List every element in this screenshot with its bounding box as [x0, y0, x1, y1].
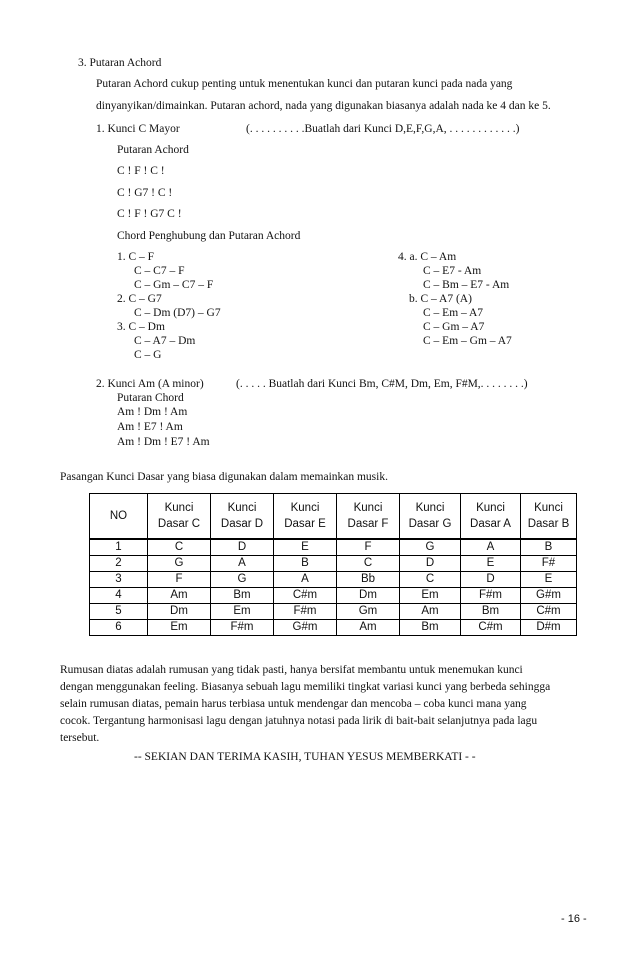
chord-line-left: 1. C – F	[117, 251, 155, 263]
chord-line-right: C – Em – A7	[423, 307, 484, 319]
closing-paragraph-line: dengan menggunakan feeling. Biasanya sebuah lagu memiliki tingkat variasi kunci yang berbeda sehingga	[60, 681, 551, 693]
table-cell: Gm	[337, 604, 400, 620]
table-cell: Dm	[148, 604, 211, 620]
header-dasar-b: Kunci Dasar B	[521, 494, 577, 540]
item1-putaran-line: C ! F ! G7 C !	[117, 208, 182, 220]
chord-line-right: C – Bm – E7 - Am	[423, 279, 510, 291]
table-cell: B	[521, 539, 577, 556]
table-cell: Bb	[337, 572, 400, 588]
table-cell: D	[400, 556, 461, 572]
table-cell: 2	[90, 556, 148, 572]
table-cell: Am	[148, 588, 211, 604]
table-row	[90, 588, 577, 604]
intro-line-2: dinyanyikan/dimainkan. Putaran achord, nada yang digunakan biasanya adalah nada ke 4 dan ke 5.	[96, 100, 551, 112]
table-cell: G#m	[521, 588, 577, 604]
table-cell: F#	[521, 556, 577, 572]
chord-line-right: b. C – A7 (A)	[409, 293, 472, 305]
table-cell: D	[461, 572, 521, 588]
header-dasar-c: Kunci Dasar C	[148, 494, 211, 540]
table-row	[90, 620, 577, 636]
penghubung-title: Chord Penghubung dan Putaran Achord	[117, 230, 301, 242]
chord-key-table	[89, 493, 577, 636]
table-cell: C#m	[521, 604, 577, 620]
closing-paragraph-line: selain rumusan diatas, pemain harus terbiasa untuk mendengar dan mencoba – coba kunci mana yang	[60, 698, 527, 710]
farewell-line: -- SEKIAN DAN TERIMA KASIH, TUHAN YESUS MEMBERKATI - -	[134, 751, 476, 763]
table-cell: Em	[211, 604, 274, 620]
table-cell: Dm	[337, 588, 400, 604]
table-cell: Am	[337, 620, 400, 636]
table-cell: C	[400, 572, 461, 588]
header-dasar-g: Kunci Dasar G	[400, 494, 461, 540]
chord-line-left: C – C7 – F	[134, 265, 185, 277]
table-cell: G	[211, 572, 274, 588]
header-dasar-a: Kunci Dasar A	[461, 494, 521, 540]
table-cell: C	[148, 539, 211, 556]
chord-line-left: 2. C – G7	[117, 293, 162, 305]
table-cell: Am	[400, 604, 461, 620]
table-cell: Bm	[211, 588, 274, 604]
chord-line-left: C – Dm (D7) – G7	[134, 307, 221, 319]
item2-note: (. . . . . Buatlah dari Kunci Bm, C#M, Dm, Em, F#M,. . . . . . . .)	[236, 378, 528, 390]
item1-label: 1. Kunci C Mayor	[96, 123, 180, 135]
chord-line-left: C – G	[134, 349, 162, 361]
table-row	[90, 604, 577, 620]
section-3-heading: 3. Putaran Achord	[78, 57, 162, 69]
table-cell: E	[461, 556, 521, 572]
table-row	[90, 572, 577, 588]
table-row	[90, 556, 577, 572]
chord-line-right: C – Em – Gm – A7	[423, 335, 512, 347]
table-cell: C#m	[461, 620, 521, 636]
table-row	[90, 539, 577, 556]
table-cell: C	[337, 556, 400, 572]
table-cell: G#m	[274, 620, 337, 636]
header-dasar-d: Kunci Dasar D	[211, 494, 274, 540]
header-dasar-f: Kunci Dasar F	[337, 494, 400, 540]
table-cell: Bm	[400, 620, 461, 636]
closing-paragraph-line: tersebut.	[60, 732, 100, 744]
table-cell: E	[521, 572, 577, 588]
table-cell: G	[400, 539, 461, 556]
table-cell: 5	[90, 604, 148, 620]
table-cell: A	[274, 572, 337, 588]
table-cell: A	[461, 539, 521, 556]
page-number: - 16 -	[561, 913, 587, 925]
table-cell: 4	[90, 588, 148, 604]
item2-putaran-line: Am ! E7 ! Am	[117, 421, 183, 433]
item1-note: (. . . . . . . . . .Buatlah dari Kunci D,E,F,G,A, . . . . . . . . . . . .)	[246, 123, 520, 135]
chord-line-left: 3. C – Dm	[117, 321, 165, 333]
closing-paragraph-line: Rumusan diatas adalah rumusan yang tidak pasti, hanya bersifat membantu untuk menemukan kunci	[60, 664, 523, 676]
intro-line-1: Putaran Achord cukup penting untuk menentukan kunci dan putaran kunci pada nada yang	[96, 78, 513, 90]
chord-line-right: C – E7 - Am	[423, 265, 482, 277]
header-dasar-e: Kunci Dasar E	[274, 494, 337, 540]
item2-putaran-title: Putaran Chord	[117, 392, 184, 404]
item2-putaran-line: Am ! Dm ! Am	[117, 406, 188, 418]
chord-line-right: C – Gm – A7	[423, 321, 485, 333]
table-cell: D	[211, 539, 274, 556]
chord-line-left: C – Gm – C7 – F	[134, 279, 214, 291]
table-cell: G	[148, 556, 211, 572]
table-intro: Pasangan Kunci Dasar yang biasa digunakan dalam memainkan musik.	[60, 471, 388, 483]
table-cell: F#m	[274, 604, 337, 620]
table-cell: D#m	[521, 620, 577, 636]
table-cell: C#m	[274, 588, 337, 604]
item2-label: 2. Kunci Am (A minor)	[96, 378, 204, 390]
table-cell: 1	[90, 539, 148, 556]
item1-putaran-title: Putaran Achord	[117, 144, 189, 156]
closing-paragraph-line: cocok. Tergantung harmonisasi lagu dengan jatuhnya notasi pada lirik di bait-bait selanjutnya pada lagu	[60, 715, 538, 727]
item2-putaran-line: Am ! Dm ! E7 ! Am	[117, 436, 210, 448]
item1-putaran-line: C ! G7 ! C !	[117, 187, 173, 199]
table-cell: F	[337, 539, 400, 556]
item1-putaran-line: C ! F ! C !	[117, 165, 165, 177]
table-cell: F#m	[211, 620, 274, 636]
chord-line-left: C – A7 – Dm	[134, 335, 196, 347]
table-cell: A	[211, 556, 274, 572]
table-cell: Bm	[461, 604, 521, 620]
table-cell: E	[274, 539, 337, 556]
table-cell: 6	[90, 620, 148, 636]
table-cell: Em	[148, 620, 211, 636]
chord-line-right: 4. a. C – Am	[398, 251, 457, 263]
table-cell: 3	[90, 572, 148, 588]
header-no: NO	[90, 494, 148, 540]
table-cell: B	[274, 556, 337, 572]
table-cell: Em	[400, 588, 461, 604]
table-header-row	[90, 494, 577, 540]
table-cell: F	[148, 572, 211, 588]
table-cell: F#m	[461, 588, 521, 604]
